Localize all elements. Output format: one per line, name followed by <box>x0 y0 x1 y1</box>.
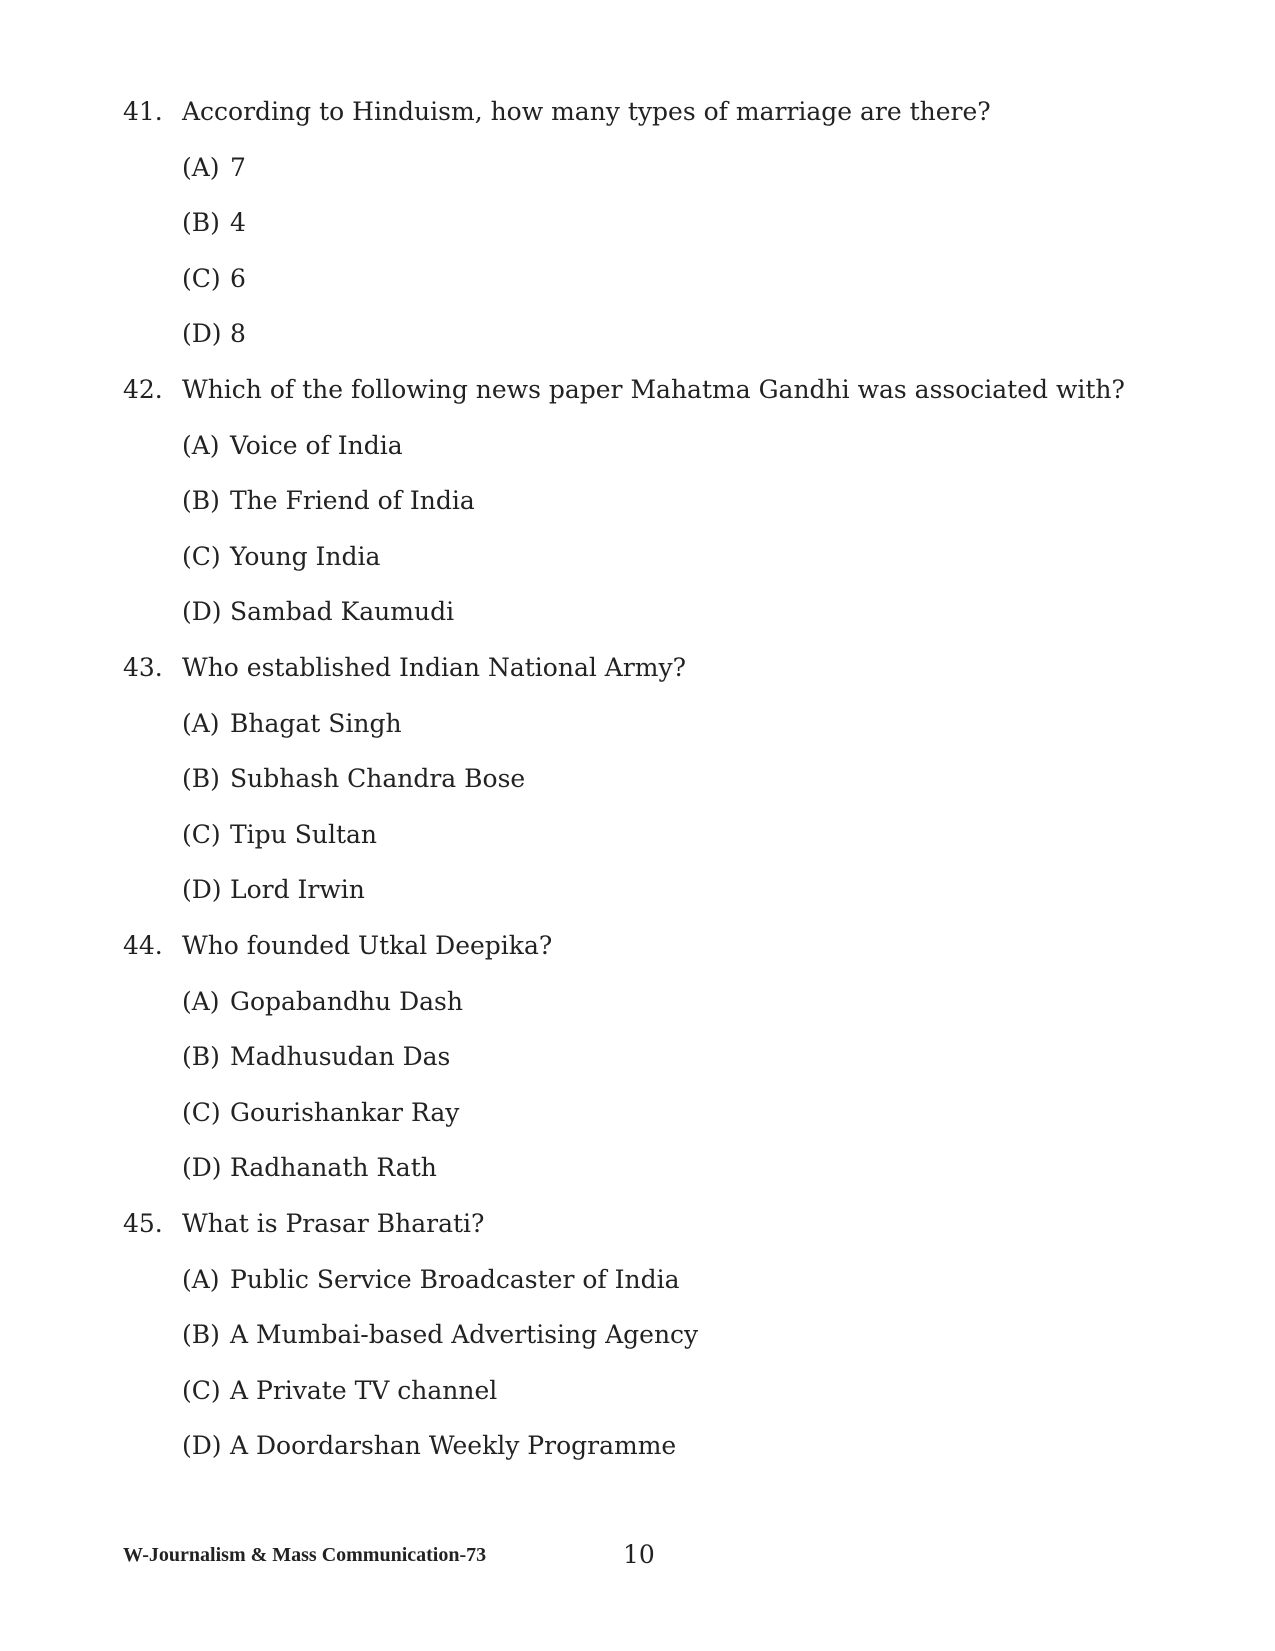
option-letter: (A) <box>182 986 220 1016</box>
question-text: What is Prasar Bharati? <box>182 1209 485 1238</box>
option-d <box>0 592 1275 632</box>
question-45 <box>0 1204 1275 1466</box>
question-text: Who founded Utkal Deepika? <box>182 931 553 960</box>
question-42 <box>0 370 1275 632</box>
option-text: Voice of India <box>230 430 403 460</box>
option-text: A Private TV channel <box>230 1375 498 1405</box>
option-b <box>0 759 1275 799</box>
footer-paper-title: W-Journalism & Mass Communication-73 <box>123 1544 487 1566</box>
option-text: A Doordarshan Weekly Programme <box>230 1431 677 1460</box>
option-letter: (A) <box>182 708 220 738</box>
option-letter: (B) <box>182 208 220 237</box>
option-a <box>0 148 1275 188</box>
option-letter: (D) <box>182 597 222 626</box>
option-letter: (D) <box>182 1431 222 1460</box>
question-44 <box>0 926 1275 1188</box>
option-letter: (A) <box>182 152 220 182</box>
question-line <box>0 926 1275 966</box>
option-b <box>0 1315 1275 1355</box>
option-b <box>0 481 1275 521</box>
option-text: Subhash Chandra Bose <box>230 764 526 793</box>
option-letter: (B) <box>182 486 220 515</box>
option-b <box>0 203 1275 243</box>
question-line <box>0 92 1275 132</box>
option-text: Young India <box>230 541 381 571</box>
question-text: Which of the following news paper Mahatma Gandhi was associated with? <box>182 375 1125 404</box>
option-letter: (C) <box>182 1097 221 1127</box>
option-letter: (B) <box>182 1320 220 1349</box>
option-c <box>0 259 1275 299</box>
option-a <box>0 704 1275 744</box>
question-text: According to Hinduism, how many types of marriage are there? <box>182 97 991 126</box>
option-letter: (B) <box>182 1042 220 1071</box>
option-text: Public Service Broadcaster of India <box>230 1264 680 1294</box>
option-d <box>0 314 1275 354</box>
question-number: 42. <box>123 375 163 404</box>
option-a <box>0 982 1275 1022</box>
option-text: 7 <box>230 152 246 182</box>
option-text: A Mumbai-based Advertising Agency <box>230 1320 699 1349</box>
option-letter: (C) <box>182 1375 221 1405</box>
option-letter: (A) <box>182 1264 220 1294</box>
question-number: 43. <box>123 653 163 682</box>
option-c <box>0 815 1275 855</box>
option-d <box>0 1148 1275 1188</box>
option-text: The Friend of India <box>230 486 475 515</box>
option-letter: (D) <box>182 319 222 348</box>
question-line <box>0 1204 1275 1244</box>
option-text: 6 <box>230 263 246 293</box>
option-text: Tipu Sultan <box>230 819 377 849</box>
option-b <box>0 1037 1275 1077</box>
question-line <box>0 370 1275 410</box>
option-a <box>0 1260 1275 1300</box>
option-text: Madhusudan Das <box>230 1042 451 1071</box>
option-d <box>0 1426 1275 1466</box>
option-letter: (B) <box>182 764 220 793</box>
question-41 <box>0 92 1275 354</box>
option-letter: (C) <box>182 541 221 571</box>
option-c <box>0 1371 1275 1411</box>
option-c <box>0 1093 1275 1133</box>
option-text: Radhanath Rath <box>230 1153 437 1182</box>
option-a <box>0 426 1275 466</box>
option-letter: (A) <box>182 430 220 460</box>
option-letter: (C) <box>182 819 221 849</box>
question-43 <box>0 648 1275 910</box>
option-text: 8 <box>230 319 246 348</box>
question-number: 41. <box>123 97 163 126</box>
option-text: 4 <box>230 208 246 237</box>
option-text: Gopabandhu Dash <box>230 986 463 1016</box>
option-letter: (C) <box>182 263 221 293</box>
option-text: Gourishankar Ray <box>230 1097 460 1127</box>
option-letter: (D) <box>182 1153 222 1182</box>
option-text: Lord Irwin <box>230 875 365 904</box>
option-d <box>0 870 1275 910</box>
option-text: Sambad Kaumudi <box>230 597 455 626</box>
question-text: Who established Indian National Army? <box>182 653 687 682</box>
option-letter: (D) <box>182 875 222 904</box>
page-number: 10 <box>623 1540 655 1569</box>
question-number: 45. <box>123 1209 163 1238</box>
question-number: 44. <box>123 931 163 960</box>
option-text: Bhagat Singh <box>230 708 402 738</box>
question-line <box>0 648 1275 688</box>
option-c <box>0 537 1275 577</box>
